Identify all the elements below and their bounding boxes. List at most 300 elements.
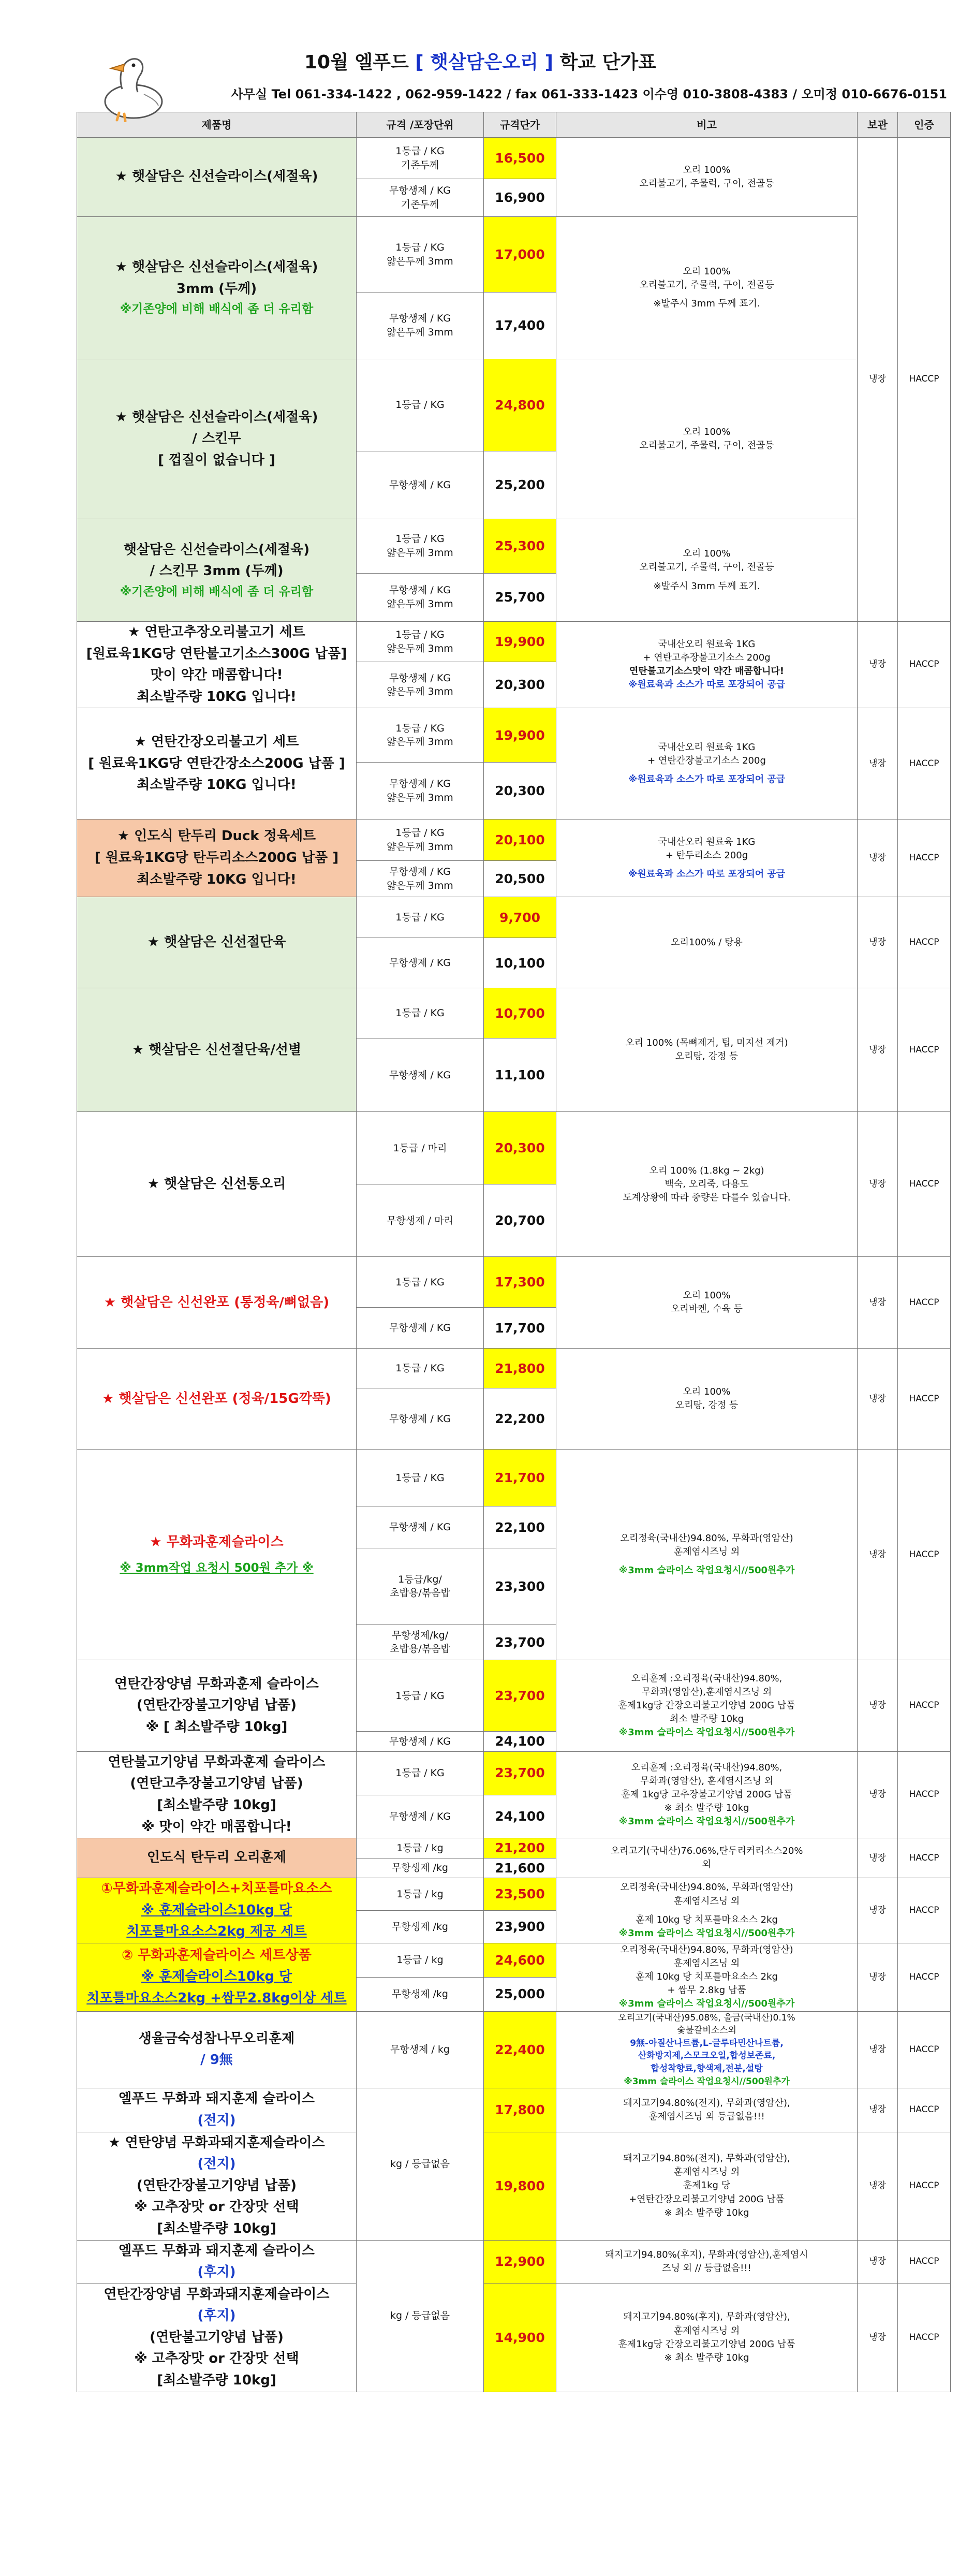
product-name-cell — [77, 217, 357, 359]
text-line: (후지) — [197, 2264, 236, 2280]
text-line: ★ 연탄양념 무화과돼지훈제슬라이스 — [108, 2134, 325, 2150]
text-line: 국내산오리 원료육 1KG — [658, 742, 756, 753]
storage-cell: 냉장 — [858, 2088, 898, 2132]
storage-cell: 냉장 — [858, 819, 898, 897]
text-line: 무항생제 / KG — [389, 1810, 451, 1822]
spec-cell — [357, 662, 484, 708]
price-cell: 22,100 — [484, 1506, 556, 1548]
text-line: 무항생제 /kg — [392, 1921, 448, 1933]
price-sheet — [77, 40, 950, 2392]
text-line: (연탄간장불고기양념 납품) — [136, 2177, 297, 2193]
text-line: 엘푸드 무화과 돼지훈제 슬라이스 — [119, 2243, 315, 2259]
cert-cell: HACCP — [898, 1257, 951, 1349]
sheet-header — [77, 40, 950, 112]
table-row — [77, 138, 951, 179]
price-cell: 25,700 — [484, 574, 556, 622]
text-line: 훈제염시즈닝 외 — [673, 1546, 740, 1558]
title-brand: [ 햇살담은오리 ] — [415, 52, 553, 73]
remarks-cell — [556, 2011, 858, 2088]
text-line: 엘푸드 무화과 돼지훈제 슬라이스 — [119, 2091, 315, 2107]
remarks-cell — [556, 359, 858, 519]
price-cell: 25,300 — [484, 519, 556, 574]
product-name-cell — [77, 2284, 357, 2392]
text-line: [ 원료육1KG당 연탄간장소스200G 납품 ] — [88, 755, 345, 771]
price-cell: 10,100 — [484, 938, 556, 988]
text-line: (연탄간장불고기양념 납품) — [136, 1697, 297, 1714]
text-line: 1등급 / kg — [396, 1954, 444, 1966]
text-line: 무항생제 / KG — [389, 1735, 451, 1747]
storage-cell: 냉장 — [858, 897, 898, 988]
text-line: [원료육1KG당 연탄불고기소스300G 납품] — [86, 646, 347, 662]
storage-cell: 냉장 — [858, 1257, 898, 1349]
text-line: 최소발주량 10KG 입니다! — [137, 871, 297, 887]
text-line: 오리 100% — [683, 426, 731, 437]
spec-cell — [357, 2011, 484, 2088]
price-cell: 25,200 — [484, 451, 556, 519]
text-line — [559, 1908, 854, 1913]
text-line: ※3mm 슬라이스 작업요청시//500원추가 — [618, 1998, 795, 2010]
product-name-cell — [77, 359, 357, 519]
price-cell: 16,900 — [484, 179, 556, 217]
spec-cell — [357, 138, 484, 179]
text-line: 무항생제 / KG — [389, 1413, 451, 1425]
spec-cell — [357, 217, 484, 292]
price-cell: 21,600 — [484, 1858, 556, 1878]
text-line: 합성착향료,향색제,전분,설탕 — [651, 2063, 763, 2074]
text-line: ※3mm 슬라이스 작업요청시//500원추가 — [618, 1927, 795, 1939]
price-cell: 17,400 — [484, 292, 556, 359]
text-line: 생율금숙성참나무오리훈제 — [138, 2030, 295, 2046]
cert-cell: HACCP — [898, 2132, 951, 2240]
cert-cell: HACCP — [898, 2240, 951, 2284]
spec-cell — [357, 1878, 484, 1911]
text-line: 1등급 / KG — [395, 912, 445, 924]
remarks-cell — [556, 897, 858, 988]
text-line: 도계상황에 따라 중량은 다를수 있습니다. — [623, 1192, 791, 1203]
text-line: [ 껍질이 없습니다 ] — [158, 452, 275, 468]
storage-cell: 냉장 — [858, 2240, 898, 2284]
text-line: 훈제 10kg 당 치포틀마요소스 2kg — [636, 1914, 778, 1925]
text-line: + 연탄간장불고기소스 200g — [647, 755, 766, 767]
text-line: 무항생제 / KG — [389, 313, 451, 325]
text-line: 3mm (두께) — [176, 281, 257, 297]
text-line: 오리 100% — [683, 266, 731, 277]
text-line: (연탄고추장불고기양념 납품) — [130, 1776, 303, 1792]
spec-cell — [357, 519, 484, 574]
text-line: 1등급 / KG — [395, 722, 445, 734]
text-line: ※3mm 슬라이스 작업요청시//500원추가 — [618, 1565, 795, 1576]
text-line: 무화과(영암산),훈제염시즈닝 외 — [641, 1686, 772, 1697]
cert-cell: HACCP — [898, 988, 951, 1112]
text-line: ※ 최소 발주량 10kg — [664, 1803, 749, 1814]
text-line: 돼지고기94.80%(전지), 무화과(영암산), — [623, 2153, 790, 2164]
remarks-cell — [556, 1112, 858, 1257]
column-header: 비고 — [556, 112, 858, 138]
storage-cell: 냉장 — [858, 1878, 898, 1943]
text-line: 돼지고기94.80%(후지), 무화과(영암산),훈제염시 — [605, 2249, 808, 2260]
text-line: kg / 등급없음 — [390, 2310, 450, 2322]
product-name-cell — [77, 2088, 357, 2132]
product-name-cell — [77, 1838, 357, 1878]
text-line: ※ 맛이 약간 매콤합니다! — [141, 1819, 292, 1835]
text-line: ★ 햇살담은 신선통오리 — [147, 1176, 286, 1192]
cert-cell: HACCP — [898, 2284, 951, 2392]
cert-cell: HACCP — [898, 1878, 951, 1943]
text-line: ★ 햇살담은 신선슬라이스(세절육) — [115, 409, 318, 425]
storage-cell: 냉장 — [858, 1838, 898, 1878]
text-line: ★ 햇살담은 신선절단육/선별 — [131, 1042, 302, 1058]
text-line: 연탄간장양념 무화과훈제 슬라이스 — [114, 1676, 319, 1692]
price-cell: 20,100 — [484, 819, 556, 861]
storage-cell: 냉장 — [858, 1349, 898, 1450]
spec-cell — [357, 1624, 484, 1660]
text-line: 얇은두께 3mm — [387, 255, 453, 267]
price-cell: 22,400 — [484, 2011, 556, 2088]
price-cell: 22,200 — [484, 1388, 556, 1450]
price-cell: 16,500 — [484, 138, 556, 179]
text-line: 얇은두께 3mm — [387, 547, 453, 559]
spec-cell — [357, 763, 484, 819]
spec-cell — [357, 1506, 484, 1548]
text-line: ★ 무화과훈제슬라이스 — [150, 1534, 284, 1550]
text-line: ★ 연탄고추장오리불고기 세트 — [128, 624, 305, 640]
text-line: 훈제염시즈닝 외 — [673, 2325, 740, 2336]
text-line: 오리 100% — [683, 1386, 731, 1398]
text-line: ①무화과훈제슬라이스+치포틀마요소스 — [101, 1881, 332, 1897]
spec-cell — [357, 1795, 484, 1838]
table-row — [77, 897, 951, 938]
column-header: 규격단가 — [484, 112, 556, 138]
text-line: +연탄간장오리불고기양념 200G 납품 — [629, 2193, 785, 2205]
text-line: 1등급 / KG — [395, 1363, 445, 1374]
price-cell: 10,700 — [484, 988, 556, 1038]
text-line: 얇은두께 3mm — [387, 327, 453, 338]
spec-cell — [357, 819, 484, 861]
text-line: (후지) — [197, 2308, 236, 2324]
table-row — [77, 2240, 951, 2284]
text-line: 오리정육(국내산)94.80%, 무화과(영암산) — [620, 1882, 793, 1893]
product-name-cell — [77, 1660, 357, 1752]
text-line: 무항생제 / kg — [390, 2044, 450, 2056]
spec-cell — [357, 1858, 484, 1878]
text-line: 최소발주량 10KG 입니다! — [137, 689, 297, 705]
text-line: 1등급 / KG — [395, 628, 445, 640]
text-line: 최소 발주량 10kg — [669, 1714, 744, 1725]
text-line: 1등급 / KG — [395, 533, 445, 545]
text-line: 훈제 1kg당 고추장불고기양념 200G 납품 — [621, 1789, 792, 1801]
product-name-cell — [77, 1878, 357, 1943]
product-name-cell — [77, 1450, 357, 1660]
text-line: 훈제 10kg 당 치포틀마요소스 2kg — [636, 1971, 778, 1983]
cert-cell: HACCP — [898, 2088, 951, 2132]
remarks-cell — [556, 1660, 858, 1752]
text-line: 오리불고기, 주물럭, 구이, 전골등 — [639, 178, 774, 189]
text-line: 백숙, 오리죽, 다용도 — [665, 1178, 749, 1190]
text-line: 훈제1kg 당 — [683, 2180, 731, 2191]
text-line: 오리 100% — [683, 548, 731, 560]
text-line: 무항생제/kg/ — [391, 1629, 449, 1641]
remarks-cell — [556, 138, 858, 217]
text-line — [559, 862, 854, 868]
storage-cell: 냉장 — [858, 1943, 898, 2011]
text-line: [ 원료육1KG당 탄두리소스200G 납품 ] — [94, 850, 339, 866]
storage-cell: 냉장 — [858, 622, 898, 708]
product-name-cell — [77, 1943, 357, 2011]
text-line: (전지) — [197, 2112, 236, 2128]
text-line: 1등급 / KG — [395, 1007, 445, 1019]
table-row — [77, 708, 951, 763]
price-cell: 24,600 — [484, 1943, 556, 1978]
text-line: 무항생제 /kg — [392, 1862, 448, 1874]
product-name-cell — [77, 519, 357, 622]
table-row — [77, 1660, 951, 1732]
price-cell: 20,700 — [484, 1184, 556, 1257]
remarks-cell — [556, 2284, 858, 2392]
text-line: 무항생제 / KG — [389, 1069, 451, 1081]
text-line: ※ 3mm작업 요청시 500원 추가 ※ — [120, 1561, 314, 1575]
text-line: 얇은두께 3mm — [387, 792, 453, 803]
price-table — [77, 112, 951, 2392]
text-line: 오리훈제 :오리정육(국내산)94.80%, — [631, 1762, 783, 1773]
cert-cell: HACCP — [898, 1349, 951, 1450]
column-header: 규격 /포장단위 — [357, 112, 484, 138]
price-cell: 17,800 — [484, 2088, 556, 2132]
column-header: 보관 — [858, 112, 898, 138]
product-name-cell — [77, 622, 357, 708]
text-line: 9無-아질산나트륨,L-글루타민산나트륨, — [630, 2038, 784, 2048]
text-line: ※3mm 슬라이스 작업요청시//500원추가 — [618, 1727, 795, 1738]
text-line: 얇은두께 3mm — [387, 841, 453, 853]
text-line: 1등급 / KG — [395, 399, 445, 411]
text-line: ★ 햇살담은 신선완포 (통정육/뼈없음) — [104, 1294, 330, 1310]
storage-cell: 냉장 — [858, 138, 898, 622]
text-line: ※ [ 최소발주량 10kg] — [145, 1719, 288, 1735]
text-line: ② 무화과훈제슬라이스 세트상품 — [122, 1947, 312, 1963]
cert-cell: HACCP — [898, 819, 951, 897]
text-line: 1등급 / KG — [395, 1690, 445, 1702]
cert-cell: HACCP — [898, 2011, 951, 2088]
spec-cell — [357, 988, 484, 1038]
spec-cell — [357, 2240, 484, 2392]
text-line: 무항생제 /kg — [392, 1988, 448, 2000]
text-line: 최소발주량 10KG 입니다! — [137, 777, 297, 793]
cert-cell: HACCP — [898, 622, 951, 708]
storage-cell: 냉장 — [858, 988, 898, 1112]
text-line: 기존두께 — [401, 159, 439, 171]
text-line: 햇살담은 신선슬라이스(세절육) — [123, 541, 310, 558]
spec-cell — [357, 897, 484, 938]
price-cell: 23,300 — [484, 1548, 556, 1624]
spec-cell — [357, 451, 484, 519]
table-row — [77, 1112, 951, 1184]
price-cell: 20,300 — [484, 662, 556, 708]
text-line: 오리불고기, 주물럭, 구이, 전골등 — [639, 440, 774, 451]
price-cell: 20,500 — [484, 861, 556, 897]
text-line: 돼지고기94.80%(후지), 무화과(영암산), — [623, 2311, 790, 2323]
text-line: 오리불고기, 주물럭, 구이, 전골등 — [639, 279, 774, 290]
text-line: ※3mm 슬라이스 작업요청시//500원추가 — [624, 2076, 790, 2087]
table-row — [77, 2011, 951, 2088]
text-line: ※발주시 3mm 두께 표기. — [653, 580, 760, 592]
text-line: 훈제염시즈닝 외 — [673, 1958, 740, 1969]
table-row — [77, 1878, 951, 1911]
column-header: 제품명 — [77, 112, 357, 138]
product-name-cell — [77, 1112, 357, 1257]
table-row — [77, 1751, 951, 1795]
text-line: 국내산오리 원료육 1KG — [658, 836, 756, 847]
table-row — [77, 1943, 951, 1978]
remarks-cell — [556, 1878, 858, 1943]
text-line: ※기존양에 비해 배식에 좀 더 유리함 — [120, 584, 314, 598]
price-cell: 21,200 — [484, 1838, 556, 1858]
table-row — [77, 622, 951, 662]
title-suffix: 학교 단가표 — [559, 52, 656, 73]
price-cell: 23,700 — [484, 1624, 556, 1660]
text-line: [최소발주량 10kg] — [157, 2373, 276, 2389]
text-line: ※ 고추장맛 or 간장맛 선택 — [134, 2199, 299, 2215]
price-cell: 24,100 — [484, 1732, 556, 1752]
remarks-cell — [556, 1751, 858, 1838]
price-cell: 19,900 — [484, 708, 556, 763]
text-line: 얇은두께 3mm — [387, 598, 453, 610]
price-cell: 9,700 — [484, 897, 556, 938]
table-row — [77, 2284, 951, 2392]
text-line: [최소발주량 10kg] — [157, 1797, 276, 1813]
price-cell: 21,800 — [484, 1349, 556, 1388]
text-line: ★ 햇살담은 신선절단육 — [147, 934, 286, 950]
cert-cell: HACCP — [898, 1838, 951, 1878]
remarks-cell — [556, 519, 858, 622]
title-prefix: 10월 엘푸드 — [304, 52, 409, 73]
spec-cell — [357, 1257, 484, 1308]
table-row — [77, 359, 951, 451]
spec-cell — [357, 292, 484, 359]
table-body — [77, 138, 951, 2392]
spec-cell — [357, 2088, 484, 2240]
remarks-cell — [556, 1257, 858, 1349]
remarks-cell — [556, 988, 858, 1112]
cert-cell: HACCP — [898, 708, 951, 819]
text-line: 훈제염시즈닝 외 — [673, 1895, 740, 1907]
text-line: ※발주시 3mm 두께 표기. — [653, 298, 760, 310]
table-row — [77, 1838, 951, 1858]
table-row — [77, 1257, 951, 1308]
text-line: 연탄불고기소스맛이 약간 매콤합니다! — [629, 666, 784, 677]
sheet-title — [304, 48, 656, 74]
text-line: 1등급 / KG — [395, 145, 445, 157]
spec-cell — [357, 1911, 484, 1943]
text-line: / 스킨무 — [192, 431, 241, 447]
storage-cell: 냉장 — [858, 2132, 898, 2240]
storage-cell: 냉장 — [858, 708, 898, 819]
text-line: 무항생제 / KG — [389, 479, 451, 491]
cert-cell: HACCP — [898, 1943, 951, 2011]
text-line: 치포틀마요소스2kg 제공 세트 — [126, 1924, 307, 1940]
text-line: 오리정육(국내산)94.80%, 무화과(영암산) — [620, 1944, 793, 1956]
text-line — [559, 768, 854, 773]
cert-cell: HACCP — [898, 1751, 951, 1838]
text-line: 초밥용/볶음밥 — [390, 1587, 450, 1599]
table-row — [77, 1349, 951, 1388]
table-row — [77, 2088, 951, 2132]
text-line: 무항생제 / KG — [389, 778, 451, 790]
spec-cell — [357, 1450, 484, 1506]
text-line: 오리탕, 강정 등 — [675, 1400, 739, 1411]
text-line: 1등급 / 마리 — [393, 1142, 447, 1154]
product-name-cell — [77, 1751, 357, 1838]
storage-cell: 냉장 — [858, 1751, 898, 1838]
product-name-cell — [77, 988, 357, 1112]
storage-cell: 냉장 — [858, 2011, 898, 2088]
text-line: ※ 최소 발주량 10kg — [664, 2207, 749, 2218]
product-name-cell — [77, 1257, 357, 1349]
table-row — [77, 819, 951, 861]
price-cell: 12,900 — [484, 2240, 556, 2284]
storage-cell: 냉장 — [858, 1112, 898, 1257]
spec-cell — [357, 1838, 484, 1858]
text-line: + 쌈무 2.8kg 납품 — [667, 1985, 746, 1996]
spec-cell — [357, 938, 484, 988]
remarks-cell — [556, 1349, 858, 1450]
text-line: ※원료육과 소스가 따로 포장되어 공급 — [628, 774, 786, 785]
price-cell: 17,700 — [484, 1308, 556, 1349]
text-line: 맛이 약간 매콤합니다! — [150, 667, 283, 683]
text-line: 오리 100% — [683, 164, 731, 175]
text-line: ※원료육과 소스가 따로 포장되어 공급 — [628, 868, 786, 880]
spec-cell — [357, 1308, 484, 1349]
text-line: ※ 고추장맛 or 간장맛 선택 — [134, 2351, 299, 2367]
text-line: 무항생제 / KG — [389, 1521, 451, 1533]
spec-cell — [357, 861, 484, 897]
text-line: 1등급 / kg — [396, 1888, 444, 1900]
text-line: 1등급 / KG — [395, 1472, 445, 1484]
product-name-cell — [77, 819, 357, 897]
price-cell: 21,700 — [484, 1450, 556, 1506]
remarks-cell — [556, 1838, 858, 1878]
text-line: 1등급/kg/ — [398, 1573, 442, 1585]
price-cell: 17,000 — [484, 217, 556, 292]
price-cell: 24,100 — [484, 1795, 556, 1838]
text-line: ※ 훈제슬라이스10kg 당 — [141, 1969, 292, 1985]
price-cell: 20,300 — [484, 1112, 556, 1184]
text-line: 오리 100% (1.8kg ~ 2kg) — [649, 1165, 764, 1176]
remarks-cell — [556, 819, 858, 897]
text-line: 돼지고기94.80%(전지), 무화과(영암산), — [623, 2097, 790, 2109]
product-name-cell — [77, 1349, 357, 1450]
column-header: 인증 — [898, 112, 951, 138]
price-cell: 19,800 — [484, 2132, 556, 2240]
text-line: 얇은두께 3mm — [387, 686, 453, 698]
text-line — [559, 292, 854, 297]
text-line: 연탄불고기양념 무화과훈제 슬라이스 — [108, 1754, 326, 1770]
remarks-cell — [556, 708, 858, 819]
text-line: ※ 훈제슬라이스10kg 당 — [141, 1902, 292, 1918]
text-line: [최소발주량 10kg] — [157, 2220, 276, 2236]
text-line: 오리고기(국내산)76.06%,탄두리커리소스20% — [610, 1846, 803, 1857]
text-line: kg / 등급없음 — [390, 2158, 450, 2170]
spec-cell — [357, 1660, 484, 1732]
spec-cell — [357, 708, 484, 763]
spec-cell — [357, 359, 484, 451]
text-line: ★ 햇살담은 신선슬라이스(세절육) — [115, 259, 318, 275]
text-line: / 9無 — [200, 2052, 233, 2068]
price-cell: 25,000 — [484, 1977, 556, 2011]
text-line: 오리훈제 :오리정육(국내산)94.80%, — [631, 1673, 783, 1684]
text-line: 치포틀마요소스2kg +쌈무2.8kg이상 세트 — [86, 1990, 347, 2007]
spec-cell — [357, 1732, 484, 1752]
spec-cell — [357, 574, 484, 622]
remarks-cell — [556, 1450, 858, 1660]
